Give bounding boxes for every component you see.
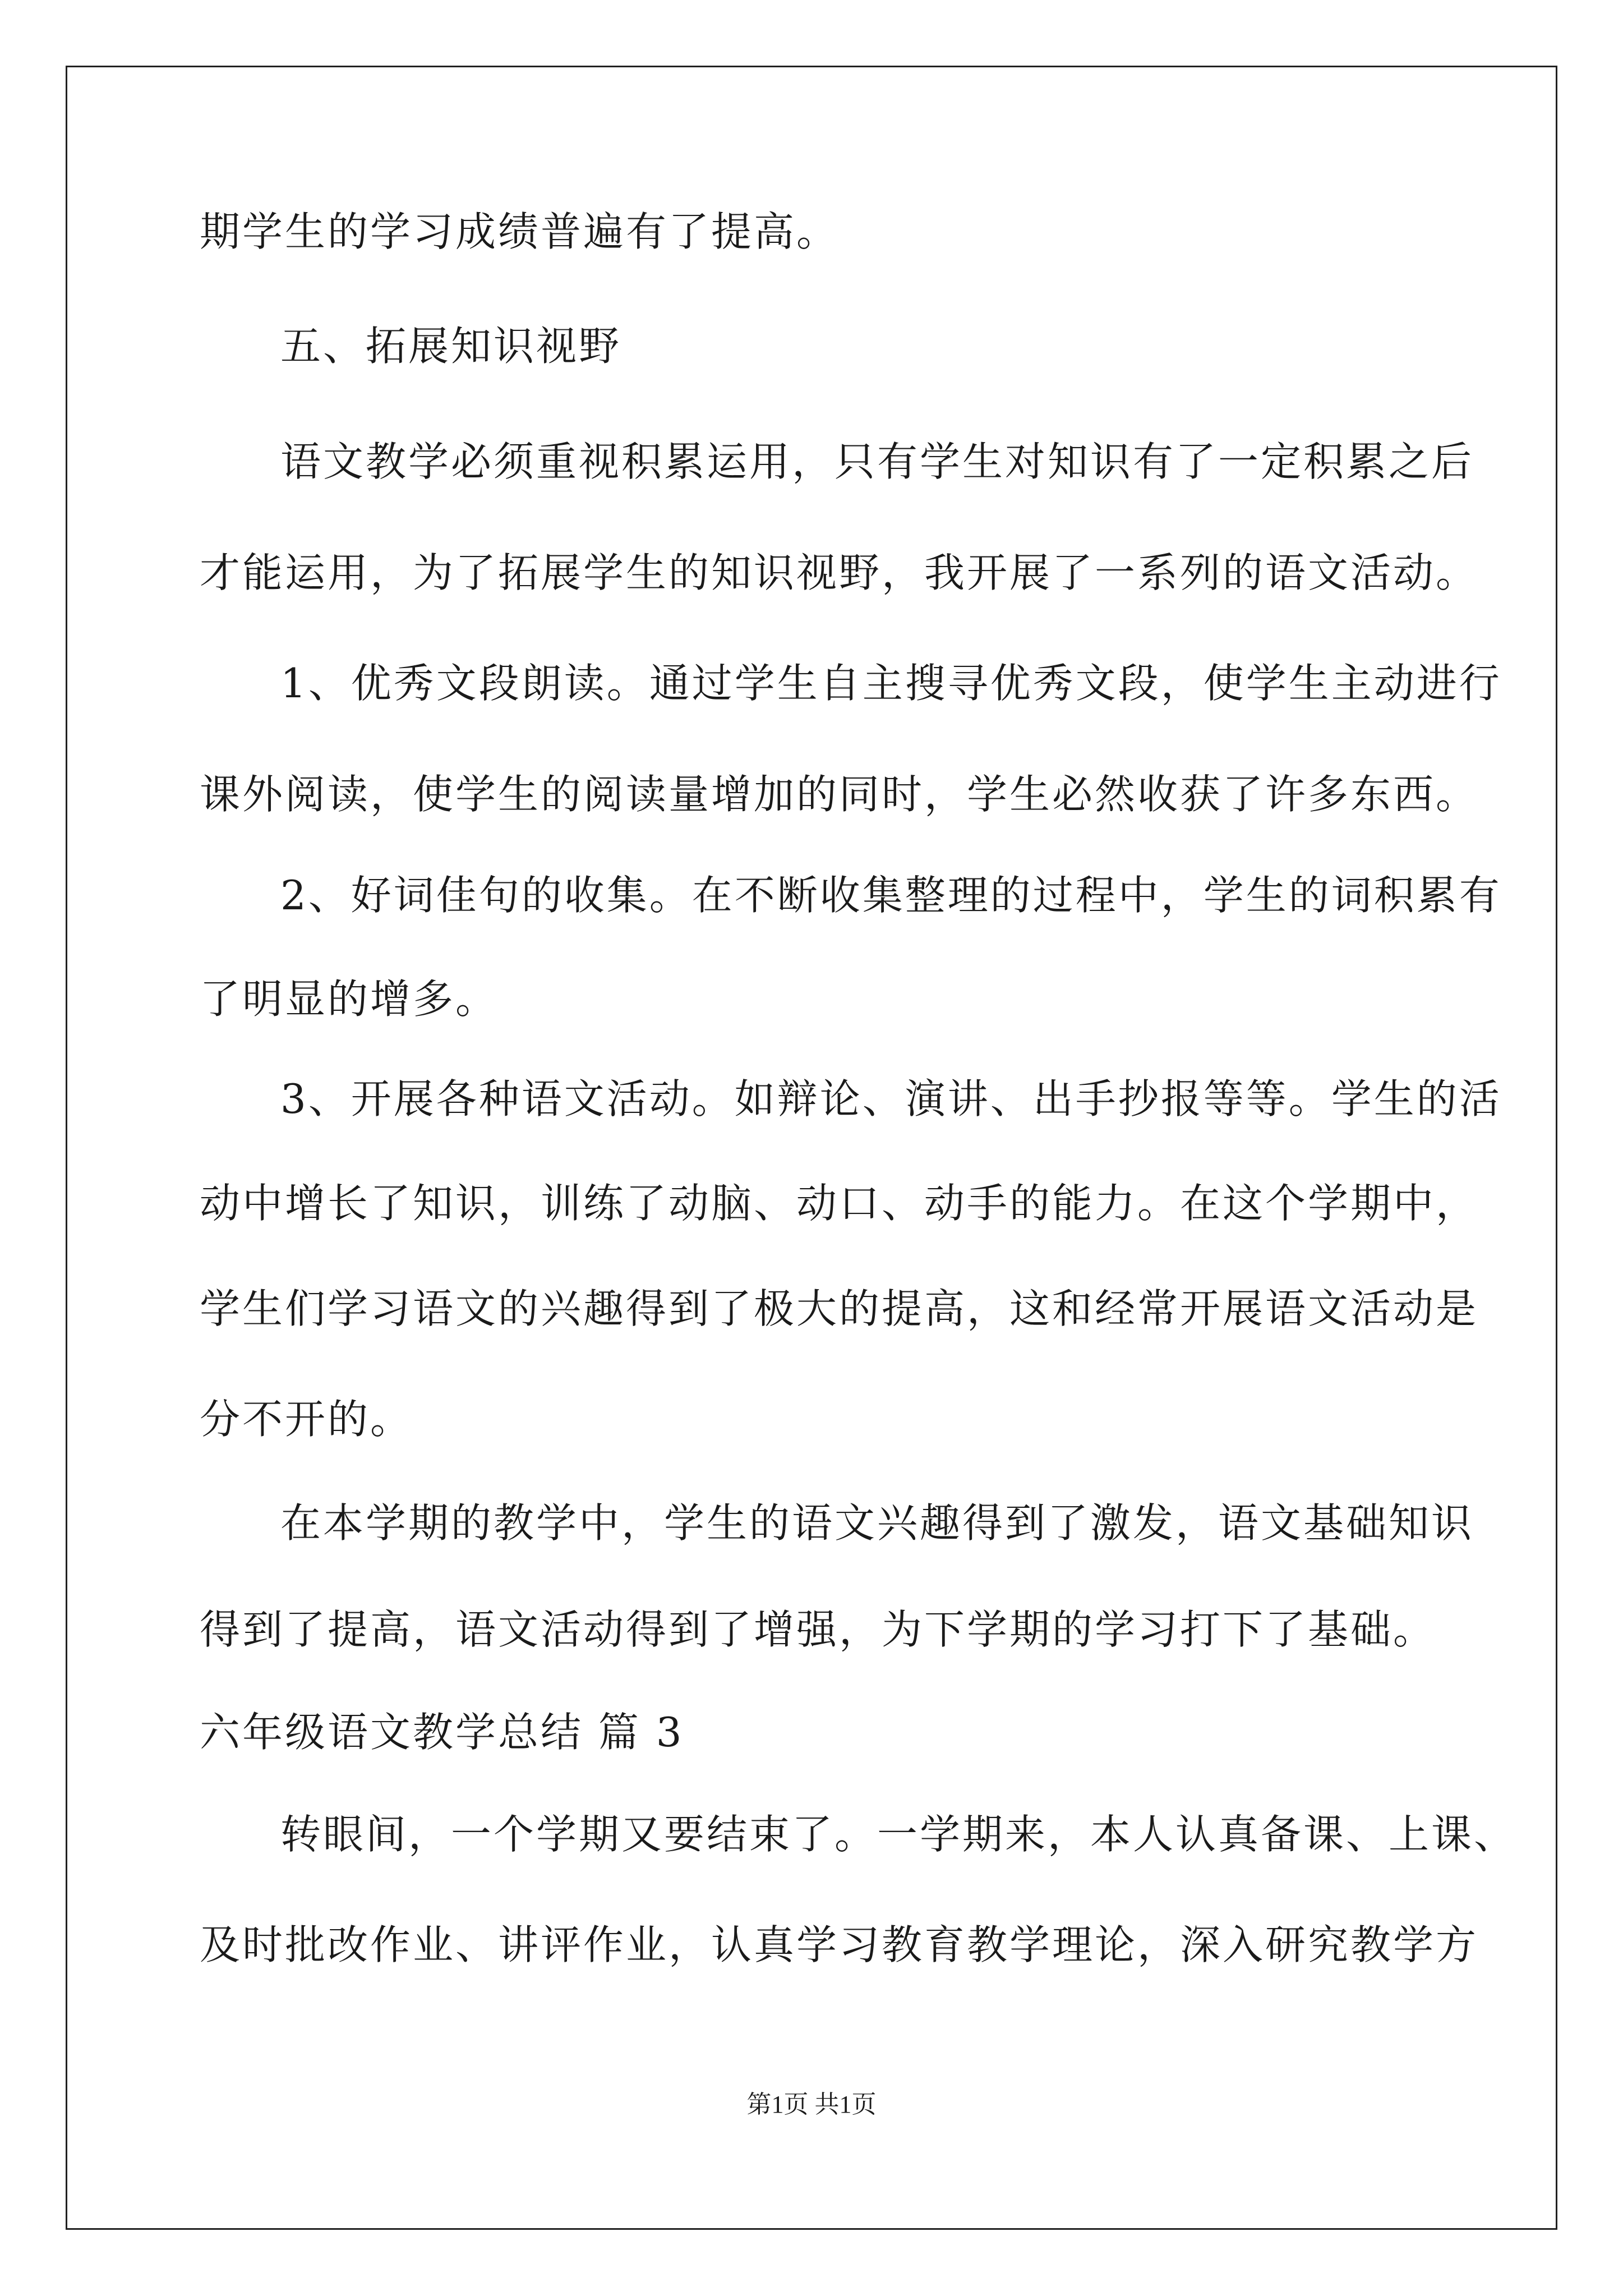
text-line: 在本学期的教学中，学生的语文兴趣得到了激发，语文基础知识 [280, 1499, 1474, 1547]
text-line: 动中增长了知识，训练了动脑、动口、动手的能力。在这个学期中， [200, 1180, 1479, 1227]
text-line: 课外阅读，使学生的阅读量增加的同时，学生必然收获了许多东西。 [200, 771, 1479, 818]
text-line: 及时批改作业、讲评作业，认真学习教育教学理论，深入研究教学方 [200, 1921, 1479, 1968]
page-number: 第1页 共1页 [746, 2091, 877, 2118]
text-line: 学生们学习语文的兴趣得到了极大的提高，这和经常开展语文活动是 [200, 1285, 1479, 1332]
text-line: 期学生的学习成绩普遍有了提高。 [200, 208, 840, 255]
text-line: 3、开展各种语文活动。如辩论、演讲、出手抄报等等。学生的活 [280, 1075, 1502, 1122]
text-line: 1、优秀文段朗读。通过学生自主搜寻优秀文段，使学生主动进行 [280, 660, 1502, 707]
text-line: 转眼间，一个学期又要结束了。一学期来，本人认真备课、上课、 [280, 1811, 1517, 1858]
page-border [66, 66, 1557, 2230]
text-line: 语文教学必须重视积累运用，只有学生对知识有了一定积累之后 [280, 438, 1474, 485]
text-line: 分不开的。 [200, 1396, 413, 1443]
text-line: 得到了提高，语文活动得到了增强，为下学期的学习打下了基础。 [200, 1606, 1436, 1653]
text-line: 了明显的增多。 [200, 976, 499, 1023]
text-line: 2、好词佳句的收集。在不断收集整理的过程中，学生的词积累有 [280, 872, 1502, 919]
article-title: 六年级语文教学总结 篇 3 [200, 1709, 684, 1756]
text-line: 才能运用，为了拓展学生的知识视野，我开展了一系列的语文活动。 [200, 549, 1479, 596]
section-heading: 五、拓展知识视野 [280, 323, 622, 370]
